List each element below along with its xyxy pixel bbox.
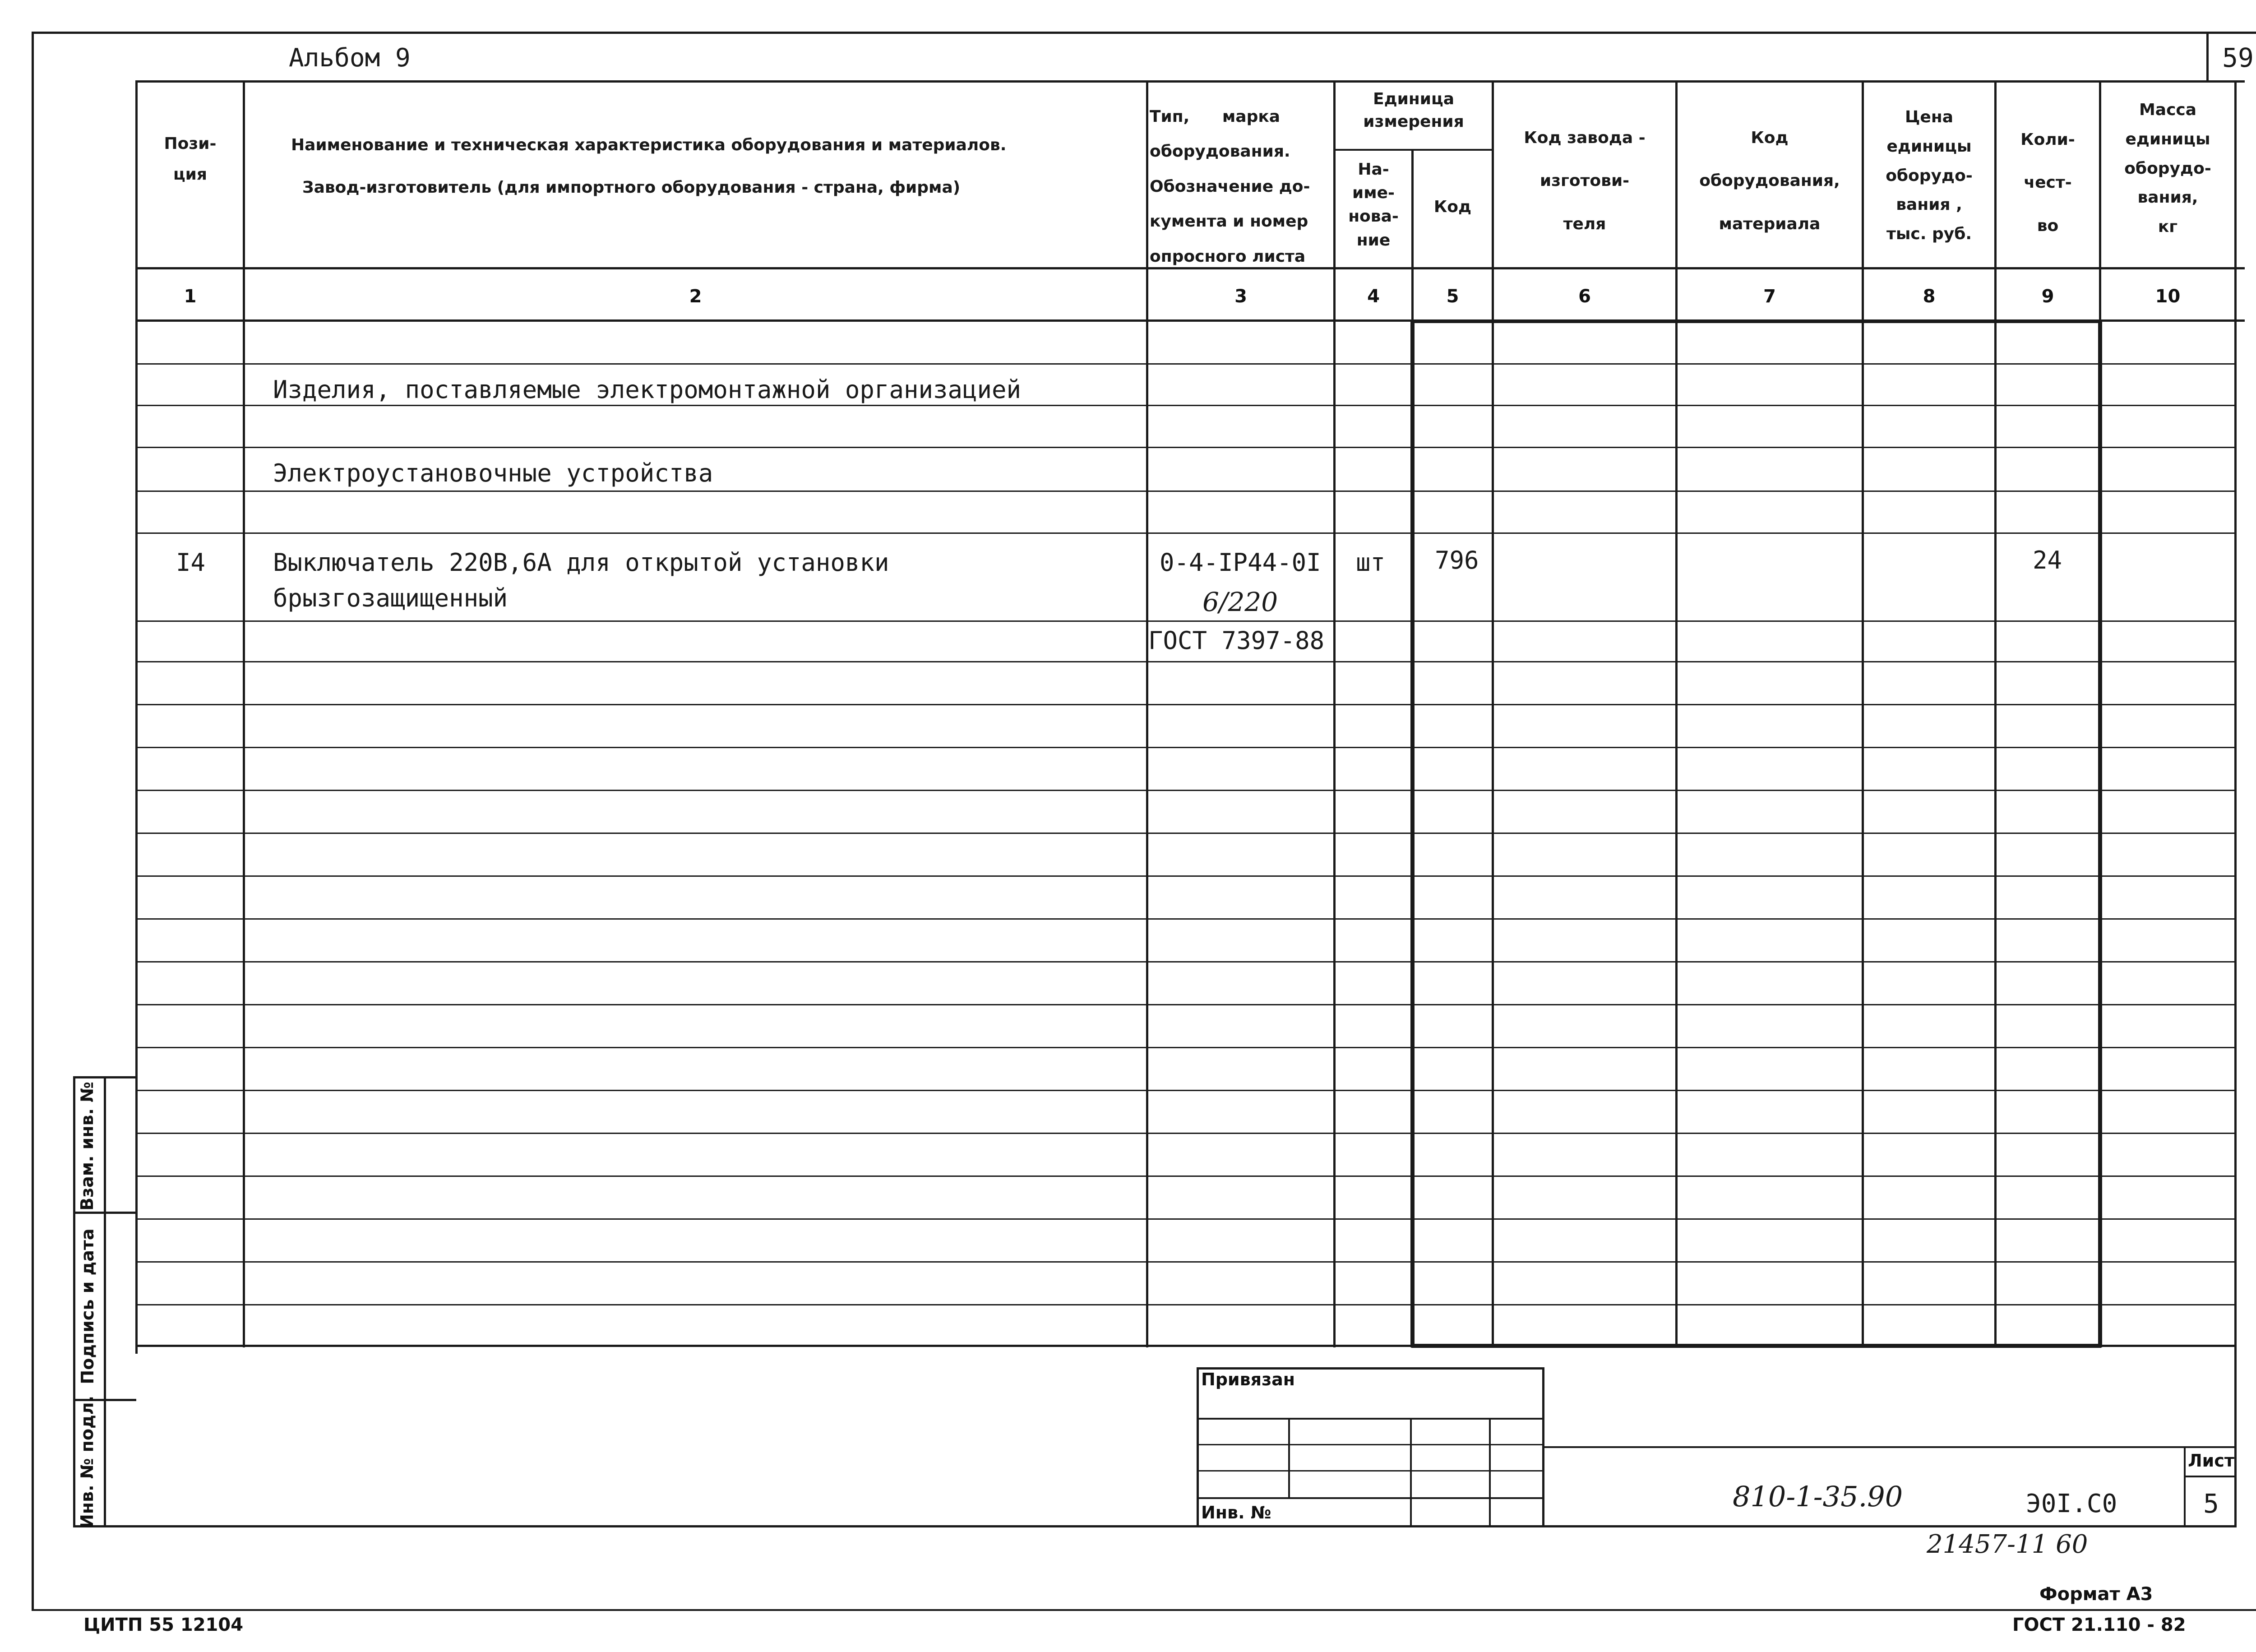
header-col4: На- име- нова- ние bbox=[1348, 160, 1399, 250]
stamp-inv-no: Инв. № bbox=[1201, 1503, 1271, 1522]
body-row-line bbox=[135, 661, 2236, 662]
vline-5 bbox=[1492, 80, 1494, 1347]
body-row-line bbox=[135, 1261, 2236, 1263]
stamp-left bbox=[1197, 1367, 1199, 1527]
body-row-line bbox=[135, 1090, 2236, 1091]
body-row-line bbox=[135, 918, 2236, 920]
header-col5: Код bbox=[1433, 198, 1472, 216]
colnum-10: 10 bbox=[2155, 286, 2181, 307]
thick-right bbox=[2098, 319, 2102, 1347]
colnum-2: 2 bbox=[689, 286, 702, 307]
body-row-line bbox=[135, 961, 2236, 963]
colnum-3: 3 bbox=[1234, 286, 1247, 307]
body-row-line bbox=[135, 833, 2236, 834]
stamp-row2 bbox=[1197, 1444, 1544, 1445]
section-title-1: Изделия, поставляемые электромонтажной организацией bbox=[273, 375, 1022, 404]
body-row-line bbox=[135, 532, 2236, 534]
vline-8 bbox=[1994, 80, 1997, 1347]
stamp-bottom bbox=[135, 1525, 2237, 1527]
album-title: Альбом 9 bbox=[289, 43, 411, 73]
handwritten-number: 21457-11 60 bbox=[1927, 1530, 2088, 1559]
vline-3 bbox=[1333, 80, 1336, 1347]
page-number: 59 bbox=[2222, 42, 2254, 73]
item-type-line3: ГОСТ 7397-88 bbox=[1148, 626, 1325, 655]
table-bottom bbox=[135, 1345, 2237, 1347]
thick-top bbox=[1411, 319, 2101, 323]
item-type-line2: 6/220 bbox=[1202, 587, 1278, 617]
header-col7: Код оборудования, материала bbox=[1699, 129, 1840, 233]
side-label-inv-podl: Инв. № подл. bbox=[77, 1395, 97, 1529]
footer-gost: ГОСТ 21.110 - 82 bbox=[2012, 1615, 2186, 1635]
colnum-7: 7 bbox=[1763, 286, 1776, 307]
item-name-line2: брызгозащищенный bbox=[273, 584, 508, 612]
list-label: Лист bbox=[2188, 1451, 2234, 1471]
frame-top bbox=[32, 32, 2256, 34]
side-stamp-left bbox=[73, 1076, 75, 1527]
body-row-line bbox=[135, 491, 2236, 492]
colnum-6: 6 bbox=[1578, 286, 1591, 307]
vline-0 bbox=[135, 80, 138, 1354]
stamp-col1 bbox=[1288, 1418, 1290, 1497]
item-quantity: 24 bbox=[2033, 546, 2062, 574]
colnum-4: 4 bbox=[1367, 286, 1380, 307]
body-row-line bbox=[135, 1133, 2236, 1134]
body-row-line bbox=[135, 1175, 2236, 1177]
body-row-line bbox=[135, 405, 2236, 406]
header-col2: Наименование и техническая характеристика оборудования и материалов. Завод-изготовитель (для импортного оборудования - страна, фирма) bbox=[291, 136, 1007, 197]
body-row-line bbox=[135, 1004, 2236, 1005]
vline-7 bbox=[1862, 80, 1864, 1347]
stamp-row1 bbox=[1197, 1418, 1544, 1420]
thick-left bbox=[1410, 319, 1415, 1347]
header-unit: Единица измерения bbox=[1363, 90, 1464, 131]
item-unit: шт bbox=[1356, 548, 1386, 577]
frame-bottom bbox=[32, 1609, 2256, 1611]
body-row-line bbox=[135, 747, 2236, 748]
stamp-row4 bbox=[1197, 1497, 1544, 1499]
vline-1 bbox=[243, 80, 245, 1347]
list-box-left bbox=[2184, 1446, 2186, 1527]
stamp-privyazan: Привязан bbox=[1201, 1370, 1295, 1389]
section-title-2: Электроустановочные устройства bbox=[273, 459, 713, 487]
colnum-5: 5 bbox=[1446, 286, 1459, 307]
body-row-line bbox=[135, 704, 2236, 705]
stamp-code-line bbox=[1542, 1446, 2237, 1448]
sheet-code: Э0I.C0 bbox=[2026, 1489, 2117, 1518]
footer-format: Формат А3 bbox=[2039, 1584, 2153, 1605]
stamp-col2 bbox=[1410, 1418, 1412, 1527]
frame-left bbox=[32, 32, 34, 1611]
header-col8: Цена единицы оборудо- вания , тыс. руб. bbox=[1886, 108, 1973, 244]
vline-2 bbox=[1146, 80, 1148, 1347]
side-label-podpis: Подпись и дата bbox=[78, 1228, 97, 1384]
side-stamp-divider bbox=[104, 1076, 106, 1527]
colnum-9: 9 bbox=[2041, 286, 2054, 307]
body-row-line bbox=[135, 790, 2236, 791]
page-number-box bbox=[2206, 32, 2209, 82]
doc-code: 810-1-35.90 bbox=[1733, 1480, 1903, 1513]
vline-10 bbox=[2234, 80, 2237, 1527]
header-col9: Коли- чест- во bbox=[2020, 130, 2075, 235]
stamp-row3 bbox=[1197, 1470, 1544, 1472]
body-row-line bbox=[135, 1218, 2236, 1220]
table-top bbox=[135, 80, 2245, 83]
footer-citp: ЦИТП 55 12104 bbox=[83, 1615, 244, 1635]
vline-6 bbox=[1675, 80, 1678, 1347]
stamp-col3 bbox=[1489, 1418, 1491, 1527]
item-position: I4 bbox=[176, 548, 206, 577]
header-col10: Масса единицы оборудо- вания, кг bbox=[2124, 101, 2211, 236]
body-row-line bbox=[135, 363, 2236, 365]
item-unit-code: 796 bbox=[1435, 546, 1479, 574]
header-col3: Тип, марка оборудования. Обозначение до- кумента и номер опросного листа bbox=[1150, 107, 1310, 266]
list-number: 5 bbox=[2203, 1488, 2219, 1519]
item-name-line1: Выключатель 220В,6А для открытой установки bbox=[273, 548, 889, 577]
body-row-line bbox=[135, 1304, 2236, 1305]
body-row-line bbox=[135, 875, 2236, 877]
header-col6: Код завода - изготови- теля bbox=[1524, 129, 1646, 233]
body-row-line bbox=[135, 447, 2236, 448]
colnum-8: 8 bbox=[1923, 286, 1936, 307]
body-row-line-partial bbox=[1148, 620, 2236, 622]
body-row-line bbox=[135, 1047, 2236, 1048]
header-col1: Пози- ция bbox=[164, 134, 217, 184]
colnum-1: 1 bbox=[184, 286, 197, 307]
item-type-line1: 0-4-IP44-0I bbox=[1160, 548, 1321, 577]
list-box-sep bbox=[2184, 1476, 2237, 1477]
side-label-vzam: Взам. инв. № bbox=[77, 1082, 97, 1211]
